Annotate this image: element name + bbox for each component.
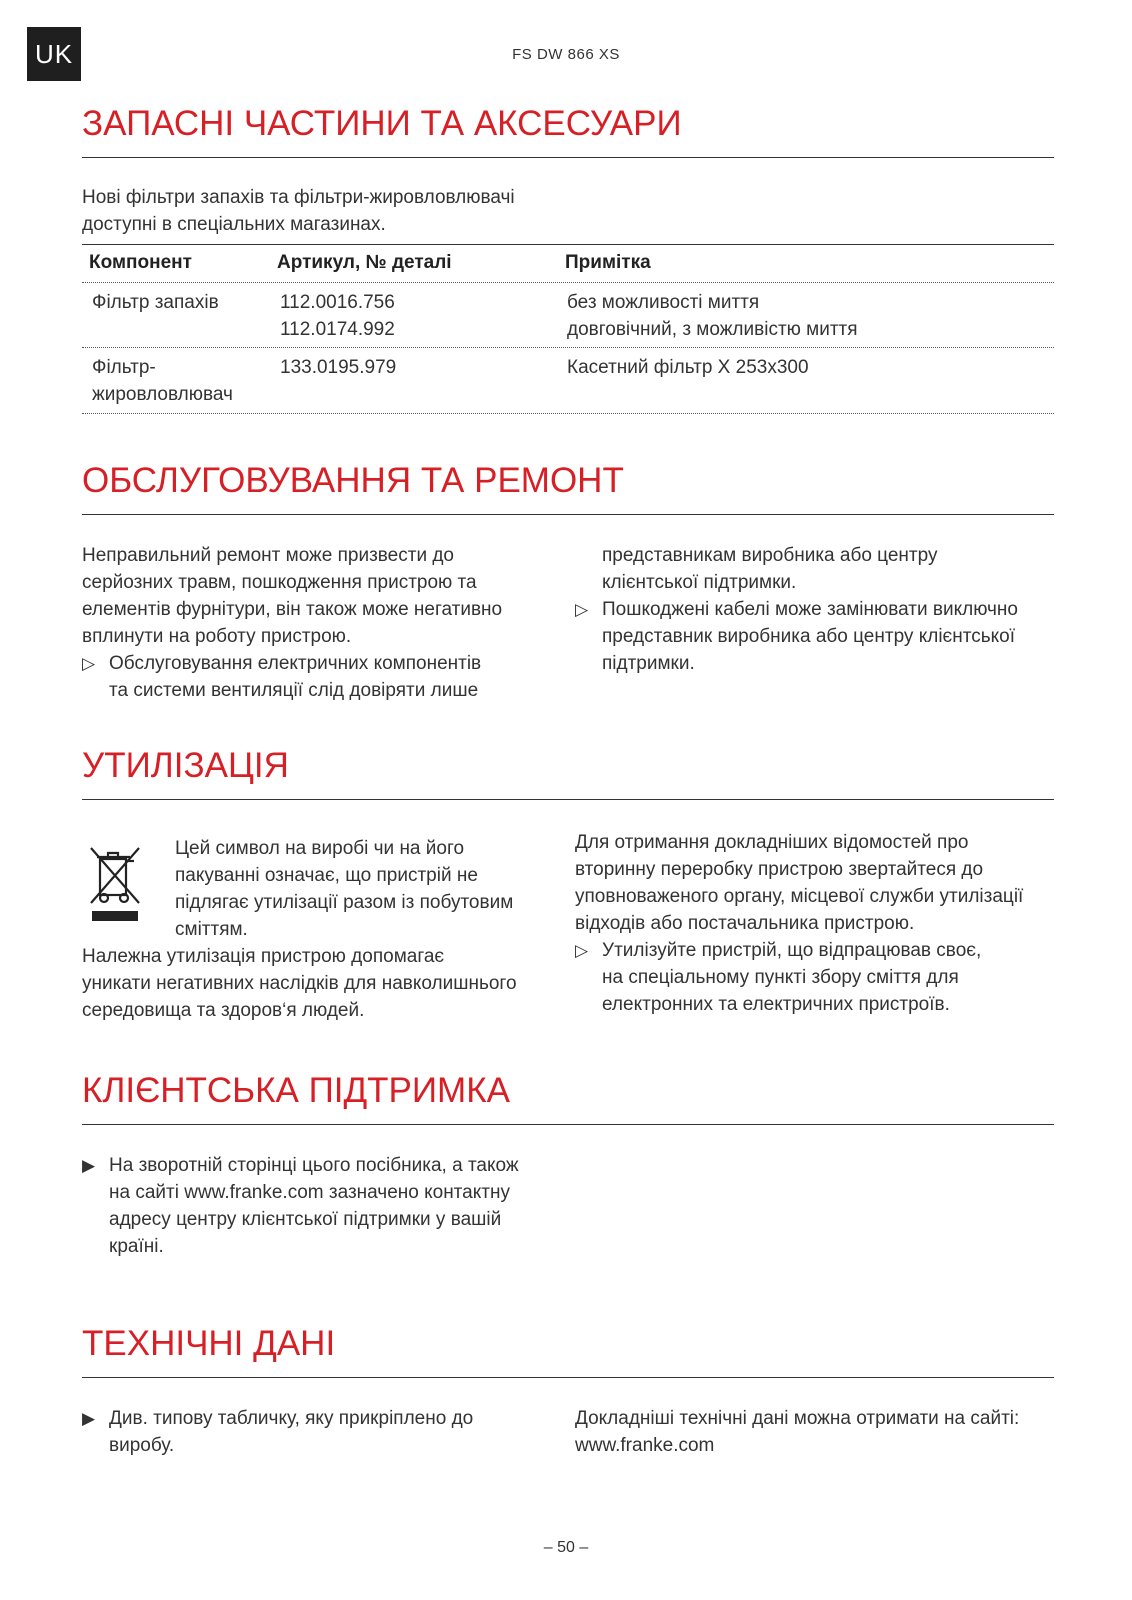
weee-symbol-text: Цей символ на виробі чи на його пакуванні означає, що пристрій не підлягає утилізації разом із побутовим сміттям.: [175, 838, 514, 940]
outline-triangle-icon: ▷: [575, 941, 589, 960]
support-column: [82, 1152, 562, 1260]
spare-parts-heading: ЗАПАСНІ ЧАСТИНИ ТА АКСЕСУАРИ: [82, 104, 682, 143]
spare-parts-intro: Нові фільтри запахів та фільтри-жировловлювачі доступні в спеціальних магазинах.: [82, 187, 515, 235]
table-header-row: [82, 244, 1054, 283]
support-heading: КЛІЄНТСЬКА ПІДТРИМКА: [82, 1071, 510, 1110]
disposal-bullet: ▷ Утилізуйте пристрій, що відпрацював своє, на спеціальному пункті збору сміття для електронних та електричних пристроїв.: [575, 937, 1055, 1018]
crossed-out-wheelie-bin-icon: [88, 845, 142, 925]
support-bullet: ▶ На зворотній сторінці цього посібника, а також на сайті www.franke.com зазначено контактну адресу центру клієнтської підтримки у вашій країні.: [82, 1152, 562, 1260]
cell-component: Фільтр запахів: [92, 292, 219, 313]
tech-left-column: [82, 1405, 562, 1459]
service-paragraph: Неправильний ремонт може призвести до серйозних травм, пошкодження пристрою та елементів фурнітури, він також може негативно вплинути на роботу пристрою.: [82, 545, 503, 647]
table-row: [82, 348, 1054, 414]
service-bullet-2: ▷ Пошкоджені кабелі може замінювати виключно представник виробника або центру клієнтської підтримки.: [575, 596, 1055, 677]
service-heading: ОБСЛУГОВУВАННЯ ТА РЕМОНТ: [82, 461, 624, 500]
disposal-right-paragraph: Для отримання докладніших відомостей про вторинну переробку пристрою звертайтеся до уповноваженого органу, місцевої служби утилізації відходів або постачальника пристрою.: [575, 832, 1024, 934]
disposal-heading: УТИЛІЗАЦІЯ: [82, 746, 289, 785]
disposal-left-paragraph: Належна утилізація пристрою допомагає уникати негативних наслідків для навколишнього середовища та здоров‘я людей.: [82, 946, 517, 1021]
cell-article: 133.0195.979: [280, 357, 397, 378]
tech-bullet: ▶ Див. типову табличку, яку прикріплено до виробу.: [82, 1405, 562, 1459]
header-article: Артикул, № деталі: [277, 252, 452, 273]
disposal-rule: [82, 799, 1054, 800]
service-right-column: [575, 542, 1055, 677]
service-left-column: [82, 542, 552, 704]
support-rule: [82, 1124, 1054, 1125]
cell-note: без можливості миття довговічний, з можливістю миття: [567, 292, 858, 340]
table-row: [82, 283, 1054, 348]
service-bullet-1: ▷ Обслуговування електричних компонентів та системи вентиляції слід довіряти лише: [82, 650, 552, 704]
filled-triangle-icon: ▶: [82, 1409, 96, 1428]
cell-article: 112.0016.756 112.0174.992: [280, 292, 395, 340]
spare-parts-table: [82, 244, 1054, 414]
filled-triangle-icon: ▶: [82, 1156, 96, 1175]
page-number: – 50 –: [543, 1539, 589, 1556]
tech-right-column: Докладніші технічні дані можна отримати на сайті: www.franke.com: [575, 1405, 1055, 1459]
cell-note: Касетний фільтр X 253x300: [567, 357, 809, 378]
language-badge: UK: [27, 27, 81, 81]
disposal-right-column: [575, 829, 1055, 1018]
tech-heading: ТЕХНІЧНІ ДАНІ: [82, 1324, 336, 1363]
header-component: Компонент: [89, 252, 192, 273]
model-name: FS DW 866 XS: [512, 46, 620, 63]
cell-component: Фільтр- жировловлювач: [92, 357, 233, 405]
spare-parts-rule: [82, 157, 1054, 158]
franke-link[interactable]: www.franke.com: [575, 1435, 715, 1456]
header-note: Примітка: [565, 252, 651, 273]
outline-triangle-icon: ▷: [575, 600, 589, 619]
outline-triangle-icon: ▷: [82, 654, 96, 673]
service-rule: [82, 514, 1054, 515]
tech-rule: [82, 1377, 1054, 1378]
service-bullet-1-continued: представникам виробника або центру клієнтської підтримки.: [602, 545, 938, 593]
